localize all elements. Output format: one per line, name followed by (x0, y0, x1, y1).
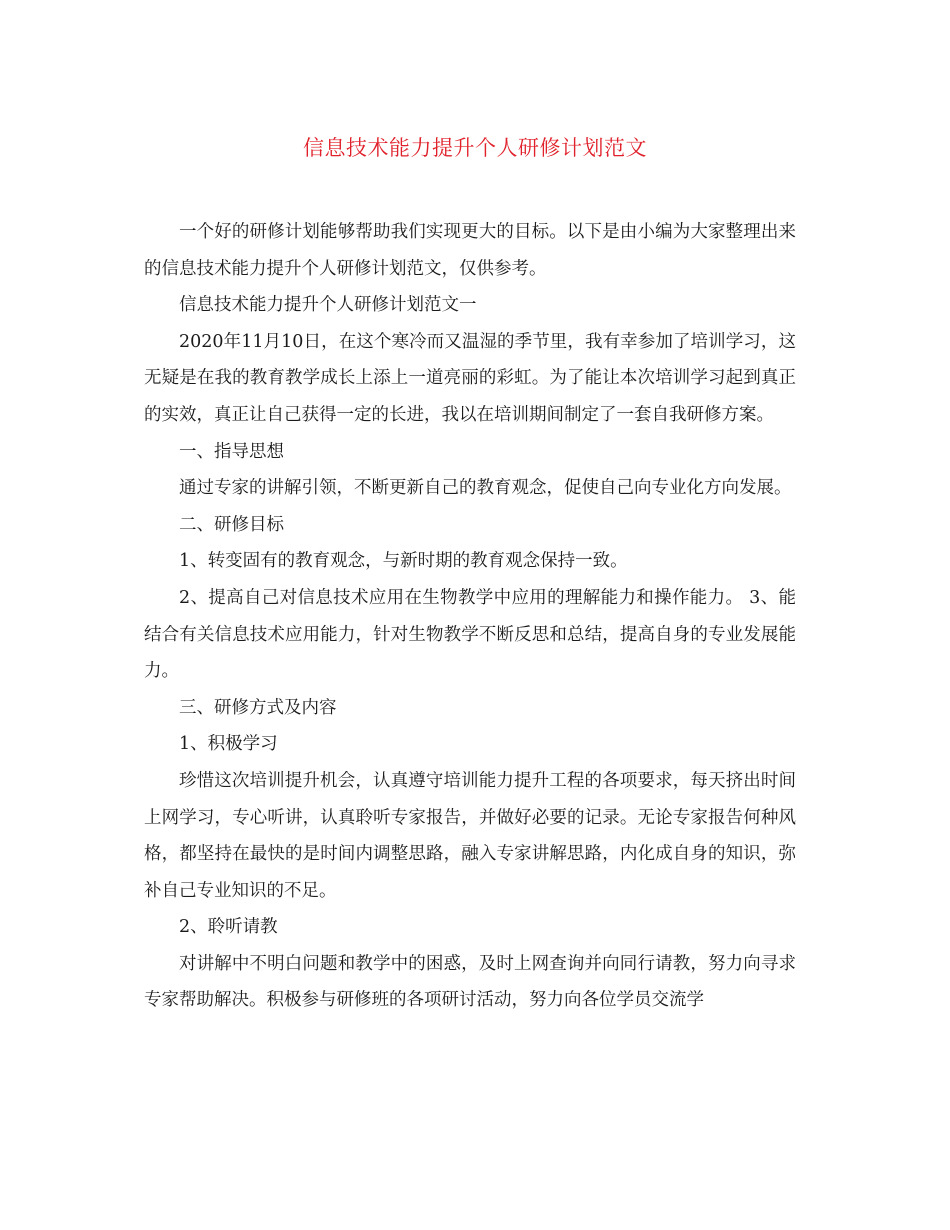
paragraph-opening: 2020年11月10日，在这个寒冷而又温湿的季节里，我有幸参加了培训学习，这无疑是在我的教育教学成长上添上一道亮丽的彩虹。为了能让本次培训学习起到真正的实效，真正让自己获得一定的长进，我以在培训期间制定了一套自我研修方案。 (144, 331, 796, 425)
paragraph-subtitle: 信息技术能力提升个人研修计划范文一 (179, 295, 477, 316)
heading-study-methods: 三、研修方式及内容 (179, 697, 337, 718)
paragraph-listen-consult: 对讲解中不明白问题和教学中的困惑，及时上网查询并向同行请教，努力向寻求专家帮助解决。积极参与研修班的各项研讨活动，努力向各位学员交流学 (144, 953, 796, 1011)
paragraph-goal-2-3: 2、提高自己对信息技术应用在生物教学中应用的理解能力和操作能力。 3、能结合有关信息技术应用能力，针对生物教学不断反思和总结，提高自身的专业发展能力。 (144, 587, 796, 682)
paragraph-goal-1: 1、转变固有的教育观念，与新时期的教育观念保持一致。 (179, 551, 628, 572)
paragraph-active-learning: 珍惜这次培训提升机会，认真遵守培训能力提升工程的各项要求，每天挤出时间上网学习，专心听讲，认真聆听专家报告，并做好必要的记录。无论专家报告何种风格，都坚持在最快的是时间内调整思路，融入专家讲解思路，内化成自身的知识，弥补自己专业知识的不足。 (144, 770, 796, 901)
heading-guiding-thought: 一、指导思想 (179, 441, 284, 462)
subheading-listen-consult: 2、聆听请教 (179, 917, 278, 938)
paragraph-guiding-thought: 通过专家的讲解引领，不断更新自己的教育观念，促使自己向专业化方向发展。 (179, 478, 792, 499)
document-title: 信息技术能力提升个人研修计划范文 (303, 136, 647, 160)
heading-study-goals: 二、研修目标 (179, 514, 284, 535)
paragraph-intro: 一个好的研修计划能够帮助我们实现更大的目标。以下是由小编为大家整理出来的信息技术能力提升个人研修计划范文，仅供参考。 (144, 222, 796, 279)
document-body (144, 214, 796, 1019)
subheading-active-learning: 1、积极学习 (179, 734, 278, 755)
